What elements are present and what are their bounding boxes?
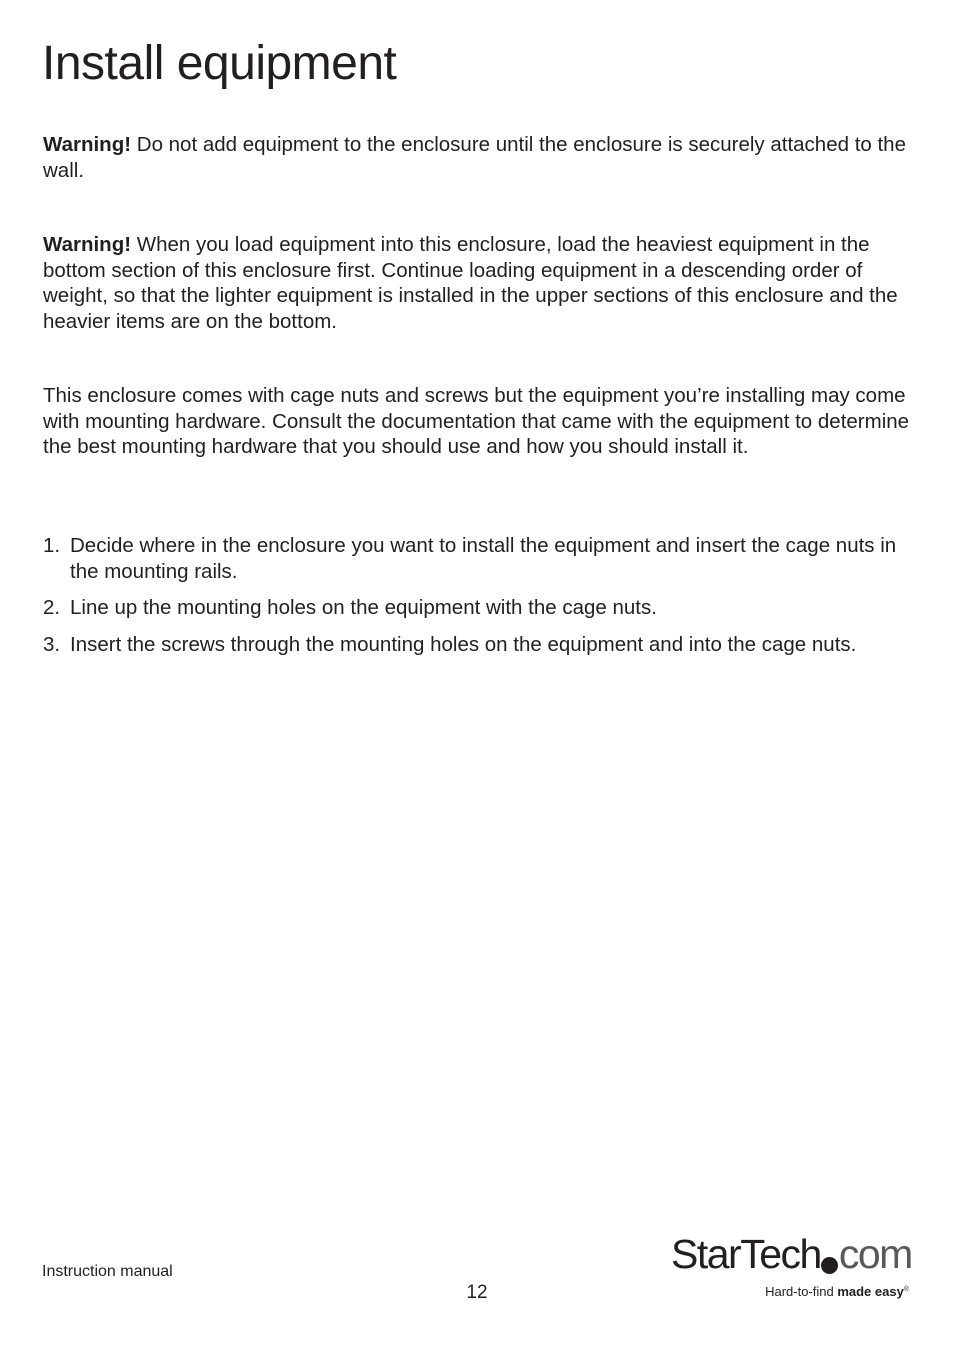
- step-text: Insert the screws through the mounting holes on the equipment and into the cage nuts.: [70, 632, 857, 656]
- logo-suffix: com: [838, 1231, 912, 1277]
- list-item: [43, 632, 913, 658]
- warning-paragraph-2: [43, 232, 913, 334]
- step-number: 3.: [43, 632, 61, 656]
- registered-mark: ®: [903, 1286, 909, 1293]
- step-text: Decide where in the enclosure you want to install the equipment and insert the cage nuts in the mounting rails.: [70, 534, 897, 583]
- step-number: 1.: [43, 534, 61, 557]
- tagline-regular: Hard-to-find: [765, 1284, 838, 1299]
- page-title: Install equipment: [42, 37, 397, 90]
- list-item: [43, 595, 913, 621]
- page-number: 12: [466, 1282, 488, 1303]
- tagline-bold: made easy: [837, 1284, 904, 1299]
- warning-text: Do not add equipment to the enclosure until the enclosure is securely attached to the wall.: [43, 133, 906, 182]
- logo-tagline: [765, 1282, 909, 1300]
- startech-logo: [671, 1230, 911, 1304]
- warning-paragraph-1: [43, 132, 913, 183]
- step-text: Line up the mounting holes on the equipment with the cage nuts.: [70, 596, 657, 619]
- intro-paragraph: This enclosure comes with cage nuts and screws but the equipment you’re installing may come with mounting hardware. Consult the documentation that came with the equipment to determine the best mounting hardware that you should use and how you should install it.: [43, 384, 910, 458]
- warning-label: Warning!: [43, 233, 132, 256]
- logo-brand: StarTech: [671, 1231, 821, 1277]
- logo-dot-icon: [821, 1257, 838, 1274]
- steps-list: [43, 533, 913, 668]
- warning-text: When you load equipment into this enclosure, load the heaviest equipment in the bottom section of this enclosure first. Continue loading equipment in a descending order of weight, so that the lighter equipment is installed in the upper sections of this enclosure and the heavier items are on the bottom.: [43, 233, 898, 333]
- logo-wordmark: [671, 1230, 912, 1278]
- list-item: [43, 533, 913, 584]
- warning-label: Warning!: [43, 133, 132, 156]
- step-number: 2.: [43, 596, 61, 619]
- footer-label: Instruction manual: [42, 1263, 173, 1280]
